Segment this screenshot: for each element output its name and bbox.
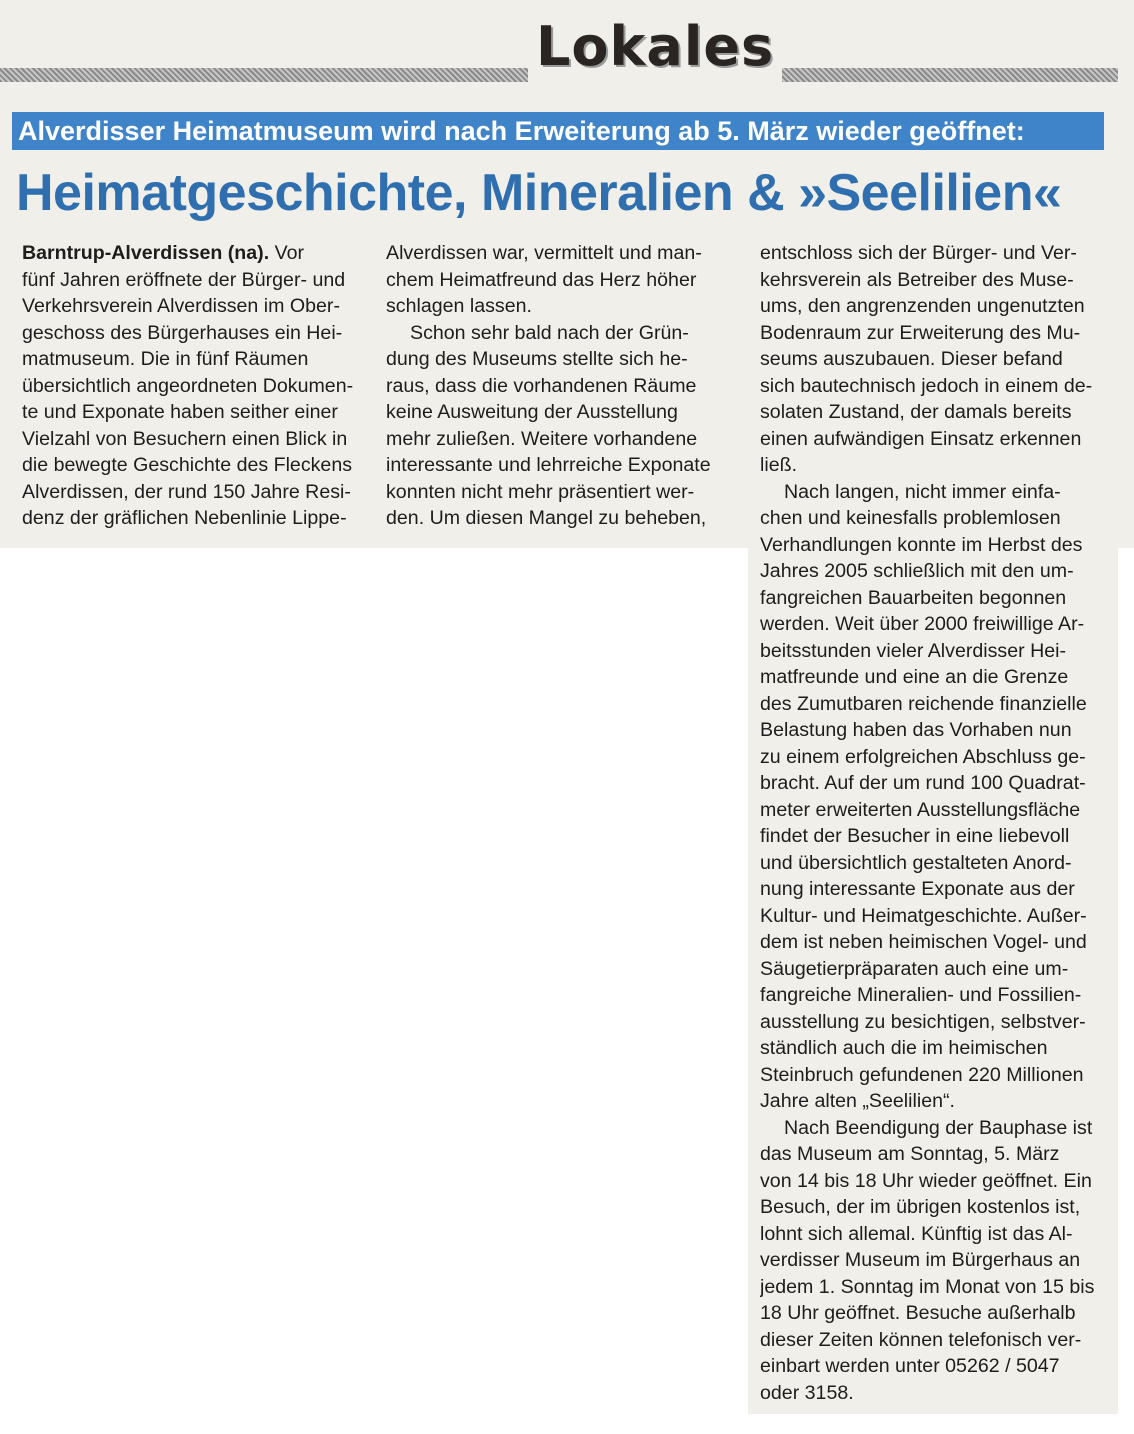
text-line-4: Schon sehr bald nach der Grün- [410,321,689,344]
text-line-8: Vielzahl von Besuchern einen Blick in [22,427,348,450]
text-line-34: Nach Beendigung der Bauphase ist [784,1116,1093,1139]
text-line-33: Jahre alten „Seelilien“. [760,1090,955,1112]
text-line-9: interessante und lehrreiche Exponate [386,454,711,476]
text-line-16: beitsstunden vieler Alverdisser Hei- [760,639,1067,662]
text-line-7: te und Exponate haben seither einer [22,401,338,423]
text-line-3: schlagen lassen. [386,295,532,317]
text-line-2: kehrsverein als Betreiber des Muse- [760,268,1074,291]
section-title: Lokales [528,12,782,82]
text-line-44: oder 3158. [760,1381,854,1404]
article-column-1 [22,240,358,532]
text-line-18: des Zumutbaren reichende finanzielle [760,692,1087,715]
text-line-21: bracht. Auf der um rund 100 Quadrat- [760,772,1086,794]
text-line-17: matfreunde und eine an die Grenze [760,666,1069,688]
text-line-1: Vor [274,242,305,264]
text-line-14: fangreichen Bauarbeiten begonnen [760,586,1067,609]
text-line-7: keine Ausweitung der Ausstellung [386,401,678,423]
text-line-5: matmuseum. Die in fünf Räumen [22,348,309,370]
text-line-41: 18 Uhr geöffnet. Besuche außerhalb [760,1302,1076,1324]
text-line-5: seums auszubauen. Dieser befand [760,348,1063,370]
text-line-30: ausstellung zu besichtigen, selbstver- [760,1010,1086,1033]
text-line-31: ständlich auch die im heimischen [760,1037,1048,1059]
text-line-15: werden. Weit über 2000 freiwillige Ar- [760,613,1085,635]
text-line-11: chen und keinesfalls problemlosen [760,507,1061,529]
text-line-1: Alverdissen war, vermittelt und man- [386,242,702,264]
text-line-22: meter erweiterten Ausstellungsfläche [760,798,1081,821]
text-line-27: dem ist neben heimischen Vogel- und [760,931,1087,953]
text-line-5: dung des Museums stellte sich he- [386,348,688,370]
headline: Heimatgeschichte, Mineralien & »Seelilien« [16,164,1062,222]
text-line-20: zu einem erfolgreichen Abschluss ge- [760,745,1086,768]
text-line-24: und übersichtlich gestalteten Anord- [760,851,1072,874]
text-line-10: Alverdissen, der rund 150 Jahre Resi- [22,480,351,503]
text-line-9: die bewegte Geschichte des Fleckens [22,454,353,476]
text-line-39: verdisser Museum im Bürgerhaus an [760,1249,1081,1271]
text-line-42: dieser Zeiten können telefonisch ver- [760,1328,1082,1351]
text-line-9: ließ. [760,454,798,476]
text-line-13: Jahres 2005 schließlich mit den um- [760,560,1074,582]
text-line-19: Belastung haben das Vorhaben nun [760,719,1072,741]
text-line-11: den. Um diesen Mangel zu beheben, [386,507,707,529]
article-column-2 [386,240,730,532]
text-line-28: Säugetierpräparaten auch eine um- [760,957,1069,980]
text-line-10: konnten nicht mehr präsentiert wer- [386,480,695,503]
text-line-7: solaten Zustand, der damals bereits [760,401,1072,423]
text-line-10: Nach langen, nicht immer einfa- [784,480,1061,503]
text-line-37: Besuch, der im übrigen kostenlos ist, [760,1196,1081,1218]
text-line-2: fünf Jahren eröffnete der Bürger- und [22,268,346,291]
text-line-12: Verhandlungen konnte im Herbst des [760,533,1083,556]
text-line-36: von 14 bis 18 Uhr wieder geöffnet. Ein [760,1169,1092,1192]
article-column-3 [760,240,1104,1406]
text-line-38: lohnt sich allemal. Künftig ist das Al- [760,1222,1073,1245]
text-line-35: das Museum am Sonntag, 5. März [760,1143,1060,1165]
text-line-26: Kultur- und Heimatgeschichte. Außer- [760,904,1087,927]
text-line-29: fangreiche Mineralien- und Fossilien- [760,984,1082,1006]
text-line-43: einbart werden unter 05262 / 5047 [760,1355,1060,1377]
text-line-2: chem Heimatfreund das Herz höher [386,268,697,291]
text-line-32: Steinbruch gefundenen 220 Millionen [760,1063,1084,1086]
text-line-3: Verkehrsverein Alverdissen im Ober- [22,295,340,317]
dateline: Barntrup-Alverdissen (na). [22,242,270,264]
text-line-6: sich bautechnisch jedoch in einem de- [760,374,1093,397]
text-line-8: mehr zuließen. Weitere vorhandene [386,427,698,450]
text-line-23: findet der Besucher in eine liebevoll [760,825,1070,847]
text-line-11: denz der gräflichen Nebenlinie Lippe- [22,507,347,529]
text-line [22,240,358,267]
text-line-25: nung interessante Exponate aus der [760,878,1075,900]
text-line-6: übersichtlich angeordneten Dokumen- [22,374,354,397]
text-line-8: einen aufwändigen Einsatz erkennen [760,427,1082,450]
text-line-4: Bodenraum zur Erweiterung des Mu- [760,321,1081,344]
text-line-40: jedem 1. Sonntag im Monat von 15 bis [760,1275,1095,1298]
text-line-6: raus, dass die vorhandenen Räume [386,374,697,397]
kicker-subheadline: Alverdisser Heimatmuseum wird nach Erweiterung ab 5. März wieder geöffnet: [12,112,1104,150]
text-line-4: geschoss des Bürgerhauses ein Hei- [22,321,343,344]
text-line-1: entschloss sich der Bürger- und Ver- [760,242,1077,264]
text-line-3: ums, den angrenzenden ungenutzten [760,295,1085,317]
